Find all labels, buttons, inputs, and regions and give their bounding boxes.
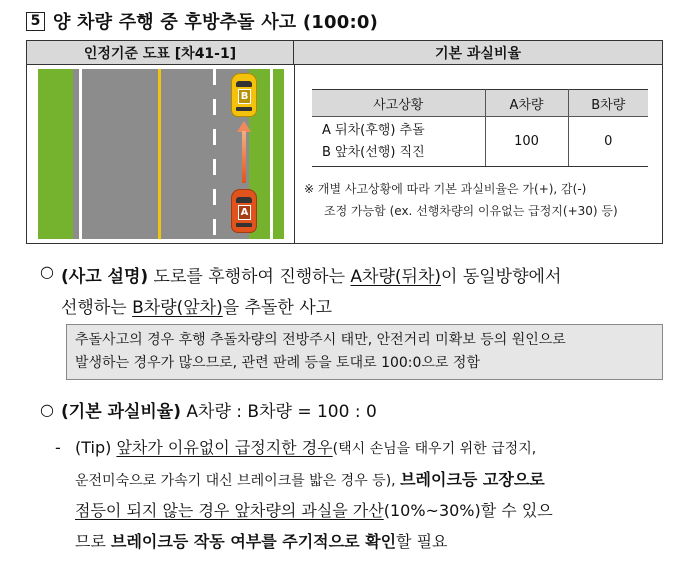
- car-a-ratio: 100: [485, 117, 568, 167]
- tip-sudden-stop: 앞차가 이유없이 급정지한 경우: [116, 438, 333, 457]
- note-line-2: 조정 가능함 (ex. 선행차량의 이유없는 급정지(+30) 등): [324, 204, 618, 218]
- tip-brake-light-fault: 브레이크등 고장으로: [400, 469, 545, 489]
- tip-text: (택시 손님을 태우기 위한 급정지,: [332, 441, 537, 457]
- car-a-label: A: [238, 205, 251, 220]
- tip-text: 운전미숙으로 가속기 대신 브레이크를 밟은 경우 등),: [75, 472, 401, 489]
- table-row: [312, 117, 648, 167]
- description-text: 이 동일방향에서: [441, 267, 562, 287]
- diagram-header: 인정기준 도표 [차41-1]: [27, 41, 294, 65]
- ratio-header: 기본 과실비율: [294, 41, 662, 65]
- lane-dash-line: [213, 69, 216, 239]
- adjustment-note: [304, 178, 659, 222]
- col-header-car-b: B차량: [568, 90, 648, 117]
- explanation-line-2: 발생하는 경우가 많으므로, 관련 판례 등을 토대로 100:0으로 정함: [75, 355, 480, 371]
- bullet-circle: ○: [40, 262, 54, 281]
- car-b-ref: B차량(앞차): [132, 298, 223, 318]
- car-a-ref: A차량(뒤차): [350, 267, 442, 287]
- col-header-situation: 사고상황: [312, 90, 485, 117]
- explanation-line-1: 추돌사고의 경우 후행 추돌차량의 전방주시 태만, 안전거리 미확보 등의 원인으로: [75, 332, 566, 348]
- table-row: [312, 90, 648, 117]
- description-text: 선행하는: [61, 298, 133, 318]
- description-label: (사고 설명): [61, 267, 149, 287]
- bullet-circle: ○: [40, 400, 54, 419]
- asphalt: [73, 69, 249, 239]
- tip-check-brake-lights: 브레이크등 작동 여부를 주기적으로 확인: [111, 531, 397, 551]
- arrow-shaft: [242, 131, 246, 183]
- ratio-text: A차량 : B차량 = 100 : 0: [181, 402, 377, 422]
- section-title-text: 양 차량 주행 중 후방추돌 사고 (100:0): [53, 12, 379, 33]
- dash-bullet: -: [55, 438, 61, 457]
- section-title: [26, 8, 378, 34]
- description-text: 을 추돌한 사고: [222, 298, 333, 318]
- main-table: [26, 40, 663, 244]
- situation-line-a: A 뒤차(후행) 추돌: [322, 122, 425, 138]
- explanation-box: [66, 324, 663, 380]
- tip-fault-added: 점등이 되지 않는 경우 앞차량의 과실을 가산: [75, 501, 384, 520]
- note-line-1: ※ 개별 사고상황에 따라 기본 과실비율은 가(+), 감(-): [304, 182, 587, 196]
- car-a-icon: [231, 189, 257, 233]
- section-number-box: 5: [26, 12, 45, 31]
- car-b-icon: [231, 73, 257, 117]
- road-edge-line-left: [79, 69, 82, 239]
- table-divider: [294, 65, 295, 243]
- road-diagram: [38, 69, 284, 239]
- fault-ratio-table: [312, 89, 648, 167]
- ratio-label: (기본 과실비율): [61, 402, 181, 422]
- car-b-label: B: [238, 89, 251, 104]
- col-header-car-a: A차량: [485, 90, 568, 117]
- tip-text: 므로: [75, 531, 111, 551]
- tip-text: 할 필요: [396, 531, 448, 551]
- situation-cell: [312, 117, 485, 167]
- car-b-ratio: 0: [568, 117, 648, 167]
- situation-line-b: B 앞차(선행) 직진: [322, 144, 425, 160]
- tip-text: (10%~30%)할 수 있으: [383, 501, 553, 520]
- road-edge-line-right: [270, 69, 273, 239]
- tip-label: (Tip): [75, 438, 117, 457]
- center-line: [158, 69, 161, 239]
- description-text: 도로를 후행하여 진행하는: [148, 267, 351, 287]
